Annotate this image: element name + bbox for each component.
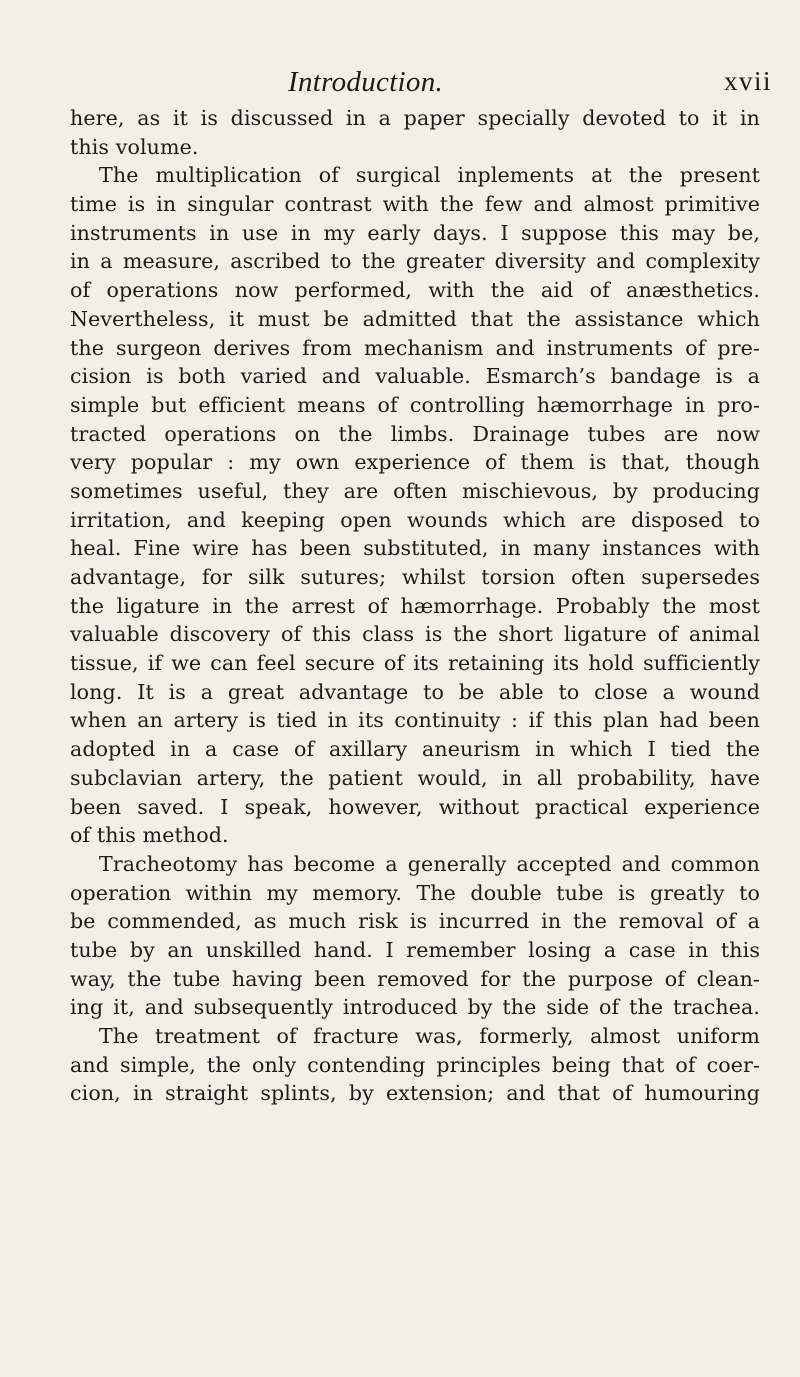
text-line: of operations now performed, with the aid of anæsthetics. bbox=[70, 278, 760, 303]
text-line: heal. Fine wire has been substituted, in many instances with bbox=[70, 536, 760, 561]
text-line: very popular : my own experience of them is that, though bbox=[70, 450, 760, 475]
text-line: subclavian artery, the patient would, in all probability, have bbox=[70, 765, 760, 790]
body-text bbox=[70, 104, 760, 1108]
page-header bbox=[246, 66, 776, 106]
running-head: Introduction. bbox=[288, 66, 444, 98]
text-line: The treatment of fracture was, formerly, almost uniform bbox=[99, 1024, 760, 1048]
text-line: tracted operations on the limbs. Drainage tubes are now bbox=[70, 421, 760, 446]
text-line: cion, in straight splints, by extension; and that of humouring bbox=[70, 1081, 760, 1106]
text-line: long. It is a great advantage to be able to close a wound bbox=[70, 679, 760, 704]
text-line: the ligature in the arrest of hæmorrhage. Probably the most bbox=[70, 593, 760, 618]
text-line: and simple, the only contending principles being that of coer- bbox=[70, 1052, 760, 1077]
text-line: The multiplication of surgical inplements at the present bbox=[99, 163, 760, 188]
text-line: Tracheotomy has become a generally accepted and common bbox=[99, 851, 760, 876]
text-line: when an artery is tied in its continuity : if this plan had been bbox=[70, 708, 760, 733]
text-line: ing it, and subsequently introduced by the side of the trachea. bbox=[70, 995, 760, 1020]
text-line: way, the tube having been removed for the purpose of clean- bbox=[70, 966, 760, 991]
text-line: irritation, and keeping open wounds which are disposed to bbox=[70, 507, 760, 532]
page-number: xvii bbox=[723, 66, 772, 96]
text-line: the surgeon derives from mechanism and instruments of pre- bbox=[70, 335, 760, 360]
text-line: time is in singular contrast with the few and almost primitive bbox=[70, 192, 760, 217]
text-line: here, as it is discussed in a paper specially devoted to it in bbox=[70, 106, 760, 130]
text-line: advantage, for silk sutures; whilst torsion often supersedes bbox=[70, 565, 760, 589]
text-line: sometimes useful, they are often mischievous, by producing bbox=[70, 478, 760, 503]
text-line: tissue, if we can feel secure of its retaining its hold sufficiently bbox=[70, 651, 760, 676]
text-line: in a measure, ascribed to the greater diversity and complexity bbox=[70, 249, 760, 274]
text-line: instruments in use in my early days. I suppose this may be, bbox=[70, 220, 760, 245]
text-line: valuable discovery of this class is the short ligature of animal bbox=[70, 622, 760, 647]
text-line: operation within my memory. The double tube is greatly to bbox=[70, 880, 760, 905]
text-line: adopted in a case of axillary aneurism in which I tied the bbox=[70, 737, 760, 762]
text-line: be commended, as much risk is incurred in the removal of a bbox=[70, 909, 760, 934]
text-line: of this method. bbox=[70, 823, 229, 848]
text-line: cision is both varied and valuable. Esmarch’s bandage is a bbox=[70, 364, 760, 389]
text-line: Nevertheless, it must be admitted that the assistance which bbox=[70, 306, 760, 331]
text-line: been saved. I speak, however, without practical experience bbox=[70, 794, 760, 819]
text-line: this volume. bbox=[70, 134, 199, 159]
text-line: simple but efficient means of controlling hæmorrhage in pro- bbox=[70, 392, 760, 417]
text-line: tube by an unskilled hand. I remember losing a case in this bbox=[70, 937, 760, 962]
